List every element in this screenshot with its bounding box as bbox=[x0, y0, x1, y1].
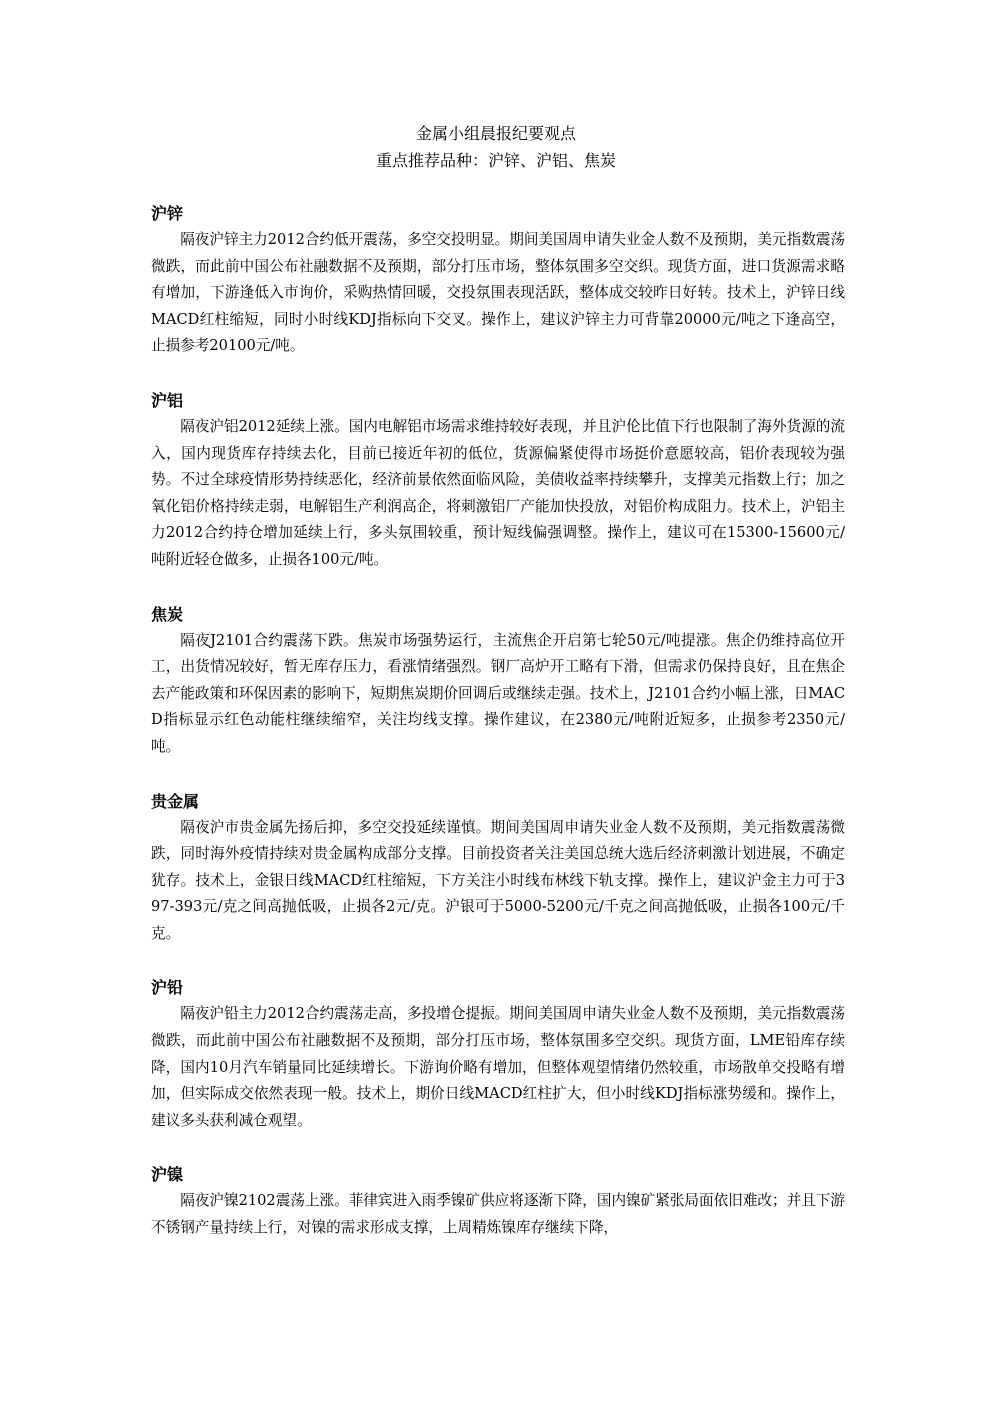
section-paragraph: 隔夜沪镍2102震荡上涨。菲律宾进入雨季镍矿供应将逐渐下降，国内镍矿紧张局面依旧难改；并且下游不锈钢产量持续上行，对镍的需求形成支撑，上周精炼镍库存继续下降， bbox=[151, 1192, 845, 1237]
document-subtitle: 重点推荐品种：沪锌、沪铝、焦炭 bbox=[375, 151, 616, 170]
section-paragraph: 隔夜沪锌主力2012合约低开震荡，多空交投明显。期间美国周申请失业金人数不及预期，美元指数震荡微跌，而此前中国公布社融数据不及预期，部分打压市场，整体氛围多空交织。现货方面，进口货源需求略有增加，下游逢低入市询价，采购热情回暖，交投氛围表现活跃，整体成交较昨日好转。技术上，沪锌日线MACD红柱缩短，同时小时线KDJ指标向下交叉。操作上，建议沪锌主力可背靠20000元/吨之下逢高空，止损参考20100元/吨。 bbox=[151, 231, 845, 355]
section-title: 沪镍 bbox=[151, 1165, 184, 1185]
section-title: 贵金属 bbox=[151, 791, 200, 811]
section-precious-metals bbox=[151, 788, 845, 948]
section-nickel bbox=[151, 1161, 845, 1241]
section-coke bbox=[151, 601, 845, 761]
section-paragraph: 隔夜沪铅主力2012合约震荡走高，多投增仓提振。期间美国周申请失业金人数不及预期，美元指数震荡微跌，而此前中国公布社融数据不及预期，部分打压市场，整体氛围多空交织。现货方面，LME铅库存续降，国内10月汽车销量同比延续增长。下游询价略有增加，但整体观望情绪仍然较重，市场散单交投略有增加，但实际成交依然表现一般。技术上，期价日线MACD红柱扩大，但小时线KDJ指标涨势缓和。操作上，建议多头获利减仓观望。 bbox=[151, 1005, 845, 1129]
section-title: 沪铝 bbox=[151, 390, 184, 410]
section-aluminum bbox=[151, 387, 845, 574]
section-paragraph: 隔夜沪铝2012延续上涨。国内电解铝市场需求维持较好表现，并且沪伦比值下行也限制了海外货源的流入，国内现货库存持续去化，目前已接近年初的低位，货源偏紧使得市场挺价意愿较高，铝价表现较为强势。不过全球疫情形势持续恶化，经济前景依然面临风险，美债收益率持续攀升，支撑美元指数上行；加之氧化铝价格持续走弱，电解铝生产利润高企，将刺激铝厂产能加快投放，对铝价构成阻力。技术上，沪铝主力2012合约持仓增加延续上行，多头氛围较重，预计短线偏强调整。操作上，建议可在15300-15600元/吨附近轻仓做多，止损各100元/吨。 bbox=[151, 417, 845, 568]
section-title: 沪铅 bbox=[151, 978, 184, 998]
document-body bbox=[151, 200, 845, 1269]
section-zinc bbox=[151, 200, 845, 360]
document-header bbox=[0, 120, 992, 174]
section-paragraph: 隔夜沪市贵金属先扬后抑，多空交投延续谨慎。期间美国周申请失业金人数不及预期，美元指数震荡微跌，同时海外疫情持续对贵金属构成部分支撑。目前投资者关注美国总统大选后经济刺激计划进展，不确定犹存。技术上，金银日线MACD红柱缩短，下方关注小时线布林线下轨支撑。操作上，建议沪金主力可于397-393元/克之间高抛低吸，止损各2元/克。沪银可于5000-5200元/千克之间高抛低吸，止损各100元/千克。 bbox=[151, 818, 845, 942]
document-title: 金属小组晨报纪要观点 bbox=[415, 124, 576, 143]
section-title: 沪锌 bbox=[151, 204, 184, 223]
section-lead bbox=[151, 974, 845, 1134]
section-title: 焦炭 bbox=[151, 604, 184, 624]
section-paragraph: 隔夜J2101合约震荡下跌。焦炭市场强势运行，主流焦企开启第七轮50元/吨提涨。焦企仍维持高位开工，出货情况较好，暂无库存压力，看涨情绪强烈。钢厂高炉开工略有下滑，但需求仍保持良好，且在焦企去产能政策和环保因素的影响下，短期焦炭期价回调后或继续走强。技术上，J2101合约小幅上涨，日MACD指标显示红色动能柱继续缩窄，关注均线支撑。操作建议，在2380元/吨附近短多，止损参考2350元/吨。 bbox=[151, 631, 845, 755]
